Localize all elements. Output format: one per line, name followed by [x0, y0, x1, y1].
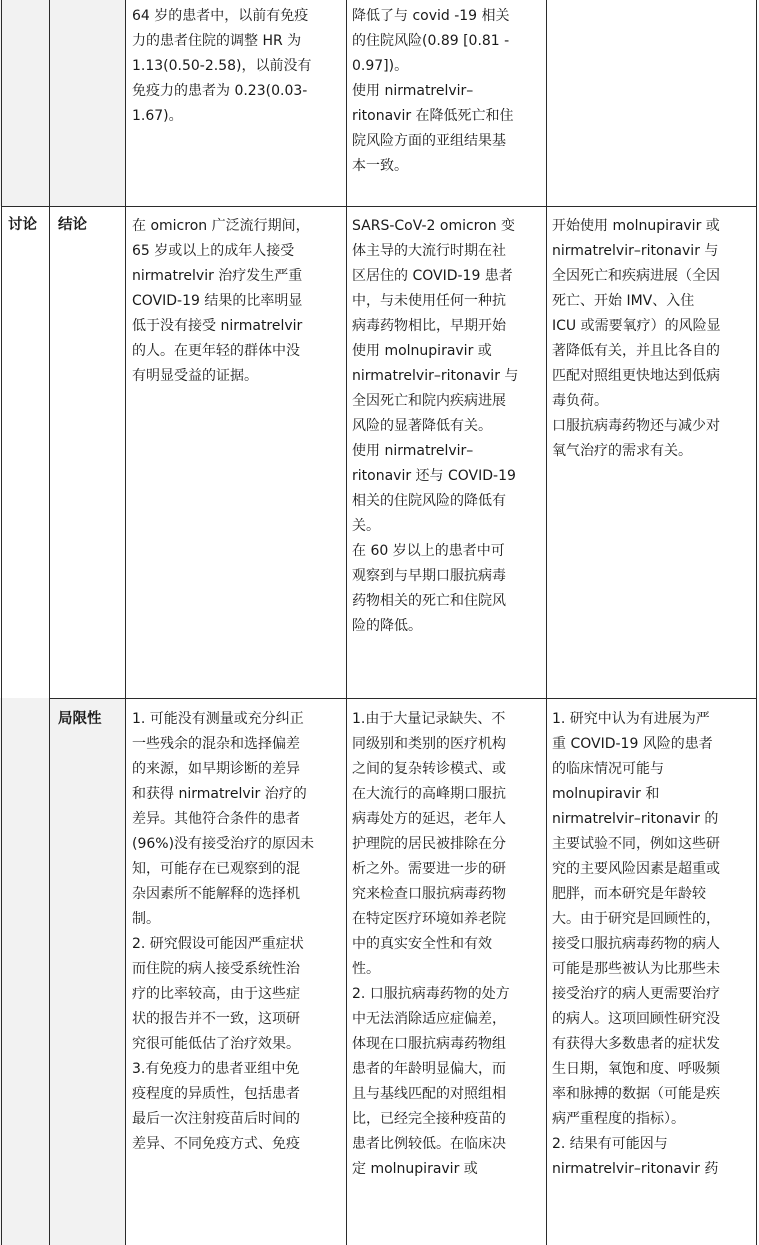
- text-line: 究来检查口服抗病毒药物: [352, 886, 506, 902]
- text-line: 主要试验不同，例如这些研: [552, 836, 720, 852]
- text-line: 中，与未使用任何一种抗: [352, 293, 506, 309]
- text-line: COVID-19 结果的比率明显: [132, 293, 303, 309]
- rule-h-limits: [49, 698, 757, 699]
- text-line: 1.由于大量记录缺失、不: [352, 711, 506, 727]
- rule-v2: [125, 0, 126, 1245]
- text-line: 护理院的居民被排除在分: [352, 836, 506, 852]
- text-line: 病毒药物相比，早期开始: [352, 318, 506, 334]
- text-line: 关。: [352, 518, 380, 534]
- text-line: 的人。在更年轻的群体中没: [132, 343, 300, 359]
- text-line: 接受治疗的病人更需要治疗: [552, 986, 720, 1002]
- text-line: 可能是那些被认为比那些未: [552, 961, 720, 977]
- text-line: 力的患者住院的调整 HR 为: [132, 33, 302, 49]
- text-line: 比，已经完全接种疫苗的: [352, 1111, 506, 1127]
- text-line: 定 molnupiravir 或: [352, 1161, 478, 1177]
- rule-v3: [346, 0, 347, 1245]
- text-line: 之间的复杂转诊模式、或: [352, 761, 506, 777]
- text-line: 使用 nirmatrelvir–: [352, 443, 474, 459]
- text-line: 匹配对照组更快地达到低病: [552, 368, 720, 384]
- text-line: 著降低有关，并且比各自的: [552, 343, 720, 359]
- label-column-shade-top: [0, 0, 125, 206]
- text-line: molnupiravir 和: [552, 786, 660, 802]
- text-line: 的临床情况可能与: [552, 761, 664, 777]
- text-line: 毒负荷。: [552, 393, 608, 409]
- text-line: 3.有免疫力的患者亚组中免: [132, 1061, 300, 1077]
- text-line: 2. 口服抗病毒药物的处方: [352, 986, 510, 1002]
- text-line: nirmatrelvir 治疗发生严重: [132, 268, 303, 284]
- text-line: ritonavir 在降低死亡和住: [352, 108, 514, 124]
- text-line: 且与基线匹配的对照组相: [352, 1086, 506, 1102]
- limitations-col-c: [552, 707, 720, 1182]
- rule-v0: [1, 0, 2, 1245]
- row-label-limitations: 局限性: [58, 711, 102, 727]
- text-line: 患者比例较低。在临床决: [352, 1136, 506, 1152]
- conclusion-col-c: [552, 214, 721, 464]
- text-line: ICU 或需要氧疗）的风险显: [552, 318, 721, 334]
- text-line: 在大流行的高峰期口服抗: [352, 786, 506, 802]
- text-line: 死亡、开始 IMV、入住: [552, 293, 695, 309]
- text-line: 重 COVID-19 风险的患者: [552, 736, 713, 752]
- text-line: 有明显受益的证据。: [132, 368, 258, 384]
- text-line: 疫程度的异质性，包括患者: [132, 1086, 300, 1102]
- text-line: 的来源，如早期诊断的差异: [132, 761, 300, 777]
- text-line: 65 岁或以上的成年人接受: [132, 243, 295, 259]
- text-line: 使用 nirmatrelvir–: [352, 83, 474, 99]
- text-line: 体现在口服抗病毒药物组: [352, 1036, 506, 1052]
- text-line: 2. 结果有可能因与: [552, 1136, 668, 1152]
- text-line: 在 omicron 广泛流行期间，: [132, 218, 310, 234]
- text-line: 的病人。这项回顾性研究没: [552, 1011, 720, 1027]
- text-line: 1.13(0.50-2.58)，以前没有: [132, 58, 312, 74]
- label-column-shade-bottom: [0, 698, 125, 1245]
- text-line: 状的报告并不一致，这项研: [132, 1011, 300, 1027]
- rule-v5: [756, 0, 757, 1245]
- text-line: 而住院的病人接受系统性治: [132, 961, 300, 977]
- text-line: 使用 molnupiravir 或: [352, 343, 492, 359]
- section-label-discussion: 讨论: [8, 217, 37, 233]
- text-line: nirmatrelvir–ritonavir 与: [552, 243, 719, 259]
- text-line: 降低了与 covid -19 相关: [352, 8, 510, 24]
- text-line: 1. 研究中认为有进展为严: [552, 711, 710, 727]
- text-line: 肥胖，而本研究是年龄较: [552, 886, 706, 902]
- text-line: 相关的住院风险的降低有: [352, 493, 506, 509]
- text-line: nirmatrelvir–ritonavir 药: [552, 1161, 719, 1177]
- text-line: SARS-CoV-2 omicron 变: [352, 218, 516, 234]
- text-line: 区居住的 COVID-19 患者: [352, 268, 513, 284]
- text-line: 中的真实安全性和有效: [352, 936, 492, 952]
- text-line: 1. 可能没有测量或充分纠正: [132, 711, 304, 727]
- text-line: 最后一次注射疫苗后时间的: [132, 1111, 300, 1127]
- text-line: 差异。其他符合条件的患者: [132, 811, 300, 827]
- text-line: 有获得大多数患者的症状发: [552, 1036, 720, 1052]
- text-line: 本一致。: [352, 158, 408, 174]
- text-line: nirmatrelvir–ritonavir 的: [552, 811, 719, 827]
- limitations-col-b: [352, 707, 510, 1182]
- text-line: 2. 研究假设可能因严重症状: [132, 936, 304, 952]
- text-line: 疗的比率较高，由于这些症: [132, 986, 300, 1002]
- text-line: 一些残余的混杂和选择偏差: [132, 736, 300, 752]
- text-line: 在特定医疗环境如养老院: [352, 911, 506, 927]
- text-line: 口服抗病毒药物还与减少对: [552, 418, 720, 434]
- text-line: 观察到与早期口服抗病毒: [352, 568, 506, 584]
- text-line: 病严重程度的指标）。: [552, 1111, 685, 1127]
- prev-row-col-b: [352, 4, 514, 179]
- prev-row-col-a: [132, 4, 312, 129]
- text-line: 差异、不同免疫方式、免疫: [132, 1136, 300, 1152]
- text-line: 氧气治疗的需求有关。: [552, 443, 692, 459]
- text-line: 的住院风险(0.89 [0.81 -: [352, 33, 510, 49]
- text-line: 全因死亡和疾病进展（全因: [552, 268, 720, 284]
- text-line: 1.67)。: [132, 108, 183, 124]
- text-line: 性。: [352, 961, 380, 977]
- text-line: ritonavir 还与 COVID-19: [352, 468, 516, 484]
- text-line: 制。: [132, 911, 160, 927]
- text-line: 大。由于研究是回顾性的，: [552, 911, 720, 927]
- conclusion-col-a: [132, 214, 310, 389]
- rule-v4: [546, 0, 547, 1245]
- row-label-conclusion: 结论: [58, 217, 87, 233]
- text-line: 险的降低。: [352, 618, 422, 634]
- text-line: 免疫力的患者为 0.23(0.03-: [132, 83, 308, 99]
- rule-h-section: [1, 206, 757, 207]
- text-line: 中无法消除适应症偏差，: [352, 1011, 506, 1027]
- text-line: nirmatrelvir–ritonavir 与: [352, 368, 519, 384]
- text-line: 院风险方面的亚组结果基: [352, 133, 506, 149]
- text-line: 和获得 nirmatrelvir 治疗的: [132, 786, 307, 802]
- conclusion-col-b: [352, 214, 518, 639]
- text-line: 究很可能低估了治疗效果。: [132, 1036, 300, 1052]
- text-line: 低于没有接受 nirmatrelvir: [132, 318, 303, 334]
- text-line: 64 岁的患者中，以前有免疫: [132, 8, 309, 24]
- text-line: 接受口服抗病毒药物的病人: [552, 936, 720, 952]
- text-line: 风险的显著降低有关。: [352, 418, 492, 434]
- text-line: 同级别和类别的医疗机构: [352, 736, 506, 752]
- text-line: 析之外。需要进一步的研: [352, 861, 506, 877]
- text-line: 在 60 岁以上的患者中可: [352, 543, 505, 559]
- text-line: 杂因素所不能解释的选择机: [132, 886, 300, 902]
- limitations-col-a: [132, 707, 314, 1157]
- text-line: 体主导的大流行时期在社: [352, 243, 506, 259]
- text-line: 究的主要风险因素是超重或: [552, 861, 720, 877]
- text-line: 全因死亡和院内疾病进展: [352, 393, 506, 409]
- text-line: 知，可能存在已观察到的混: [132, 861, 300, 877]
- text-line: 0.97])。: [352, 58, 409, 74]
- text-line: 率和脉搏的数据（可能是疾: [552, 1086, 720, 1102]
- text-line: 开始使用 molnupiravir 或: [552, 218, 720, 234]
- text-line: (96%)没有接受治疗的原因未: [132, 836, 315, 852]
- rule-v1: [49, 0, 50, 1245]
- text-line: 生日期，氧饱和度、呼吸频: [552, 1061, 720, 1077]
- text-line: 药物相关的死亡和住院风: [352, 593, 506, 609]
- text-line: 病毒处方的延迟，老年人: [352, 811, 506, 827]
- text-line: 患者的年龄明显偏大，而: [352, 1061, 506, 1077]
